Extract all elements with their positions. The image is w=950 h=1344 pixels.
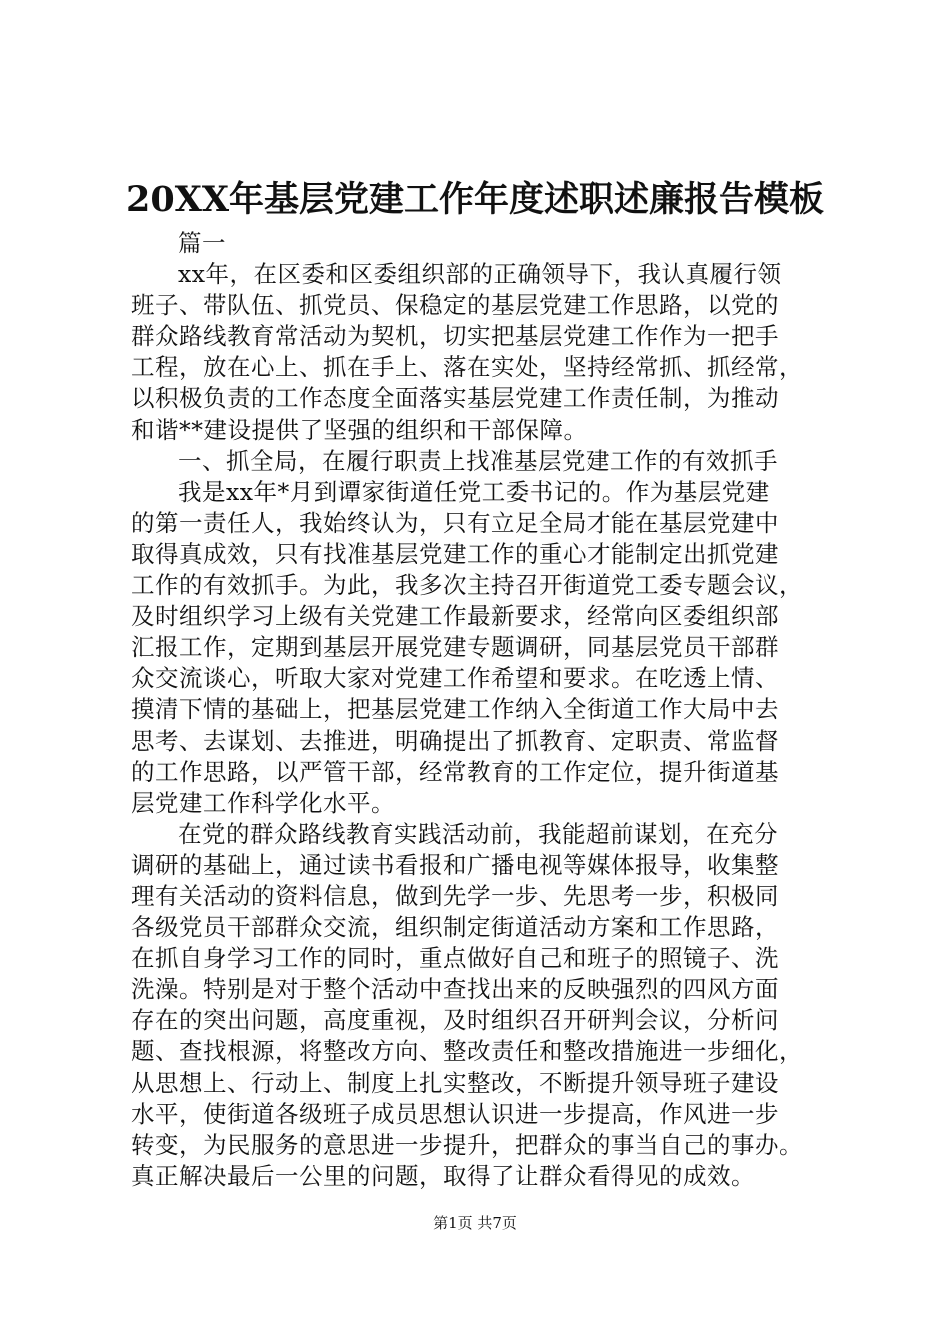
paragraph-line: 及时组织学习上级有关党建工作最新要求，经常向区委组织部: [131, 602, 779, 631]
paragraph-line: 工程，放在心上、抓在手上、落在实处，坚持经常抓、抓经常，: [131, 353, 803, 382]
paragraph-line: 层党建工作科学化水平。: [131, 788, 395, 817]
paragraph-line: 真正解决最后一公里的问题，取得了让群众看得见的成效。: [131, 1161, 755, 1190]
paragraph-line: 各级党员干部群众交流，组织制定街道活动方案和工作思路，: [131, 913, 779, 942]
paragraph-line: 在抓自身学习工作的同时，重点做好自己和班子的照镜子、洗: [131, 944, 779, 973]
paragraph-line: 汇报工作，定期到基层开展党建专题调研，同基层党员干部群: [131, 633, 779, 662]
paragraph-line: 众交流谈心，听取大家对党建工作希望和要求。在吃透上情、: [131, 664, 779, 693]
paragraph-line: 和谐**建设提供了坚强的组织和干部保障。: [131, 415, 588, 444]
paragraph-line: 取得真成效，只有找准基层党建工作的重心才能制定出抓党建: [131, 539, 779, 568]
paragraph-line: 从思想上、行动上、制度上扎实整改，不断提升领导班子建设: [131, 1068, 779, 1097]
paragraph-line: 调研的基础上，通过读书看报和广播电视等媒体报导，收集整: [131, 850, 779, 879]
paragraph-line: 以积极负责的工作态度全面落实基层党建工作责任制，为推动: [131, 384, 779, 413]
paragraph-line: xx年，在区委和区委组织部的正确领导下，我认真履行领: [178, 260, 782, 289]
paragraph-line: 转变，为民服务的意思进一步提升，把群众的事当自己的事办。: [131, 1130, 803, 1159]
paragraph-line: 洗澡。特别是对于整个活动中查找出来的反映强烈的四风方面: [131, 975, 779, 1004]
paragraph-line: 班子、带队伍、抓党员、保稳定的基层党建工作思路，以党的: [131, 291, 779, 320]
paragraph-line: 的第一责任人，我始终认为，只有立足全局才能在基层党建中: [131, 508, 779, 537]
document-title: 20XX年基层党建工作年度述职述廉报告模板: [125, 179, 825, 220]
paragraph-line: 存在的突出问题，高度重视，及时组织召开研判会议，分析问: [131, 1006, 779, 1035]
page-number-footer: 第1页 共7页: [433, 1214, 517, 1232]
paragraph-line: 工作的有效抓手。为此，我多次主持召开街道党工委专题会议，: [131, 571, 803, 600]
paragraph-line: 的工作思路，以严管干部，经常教育的工作定位，提升街道基: [131, 757, 779, 786]
paragraph-line: 题、查找根源，将整改方向、整改责任和整改措施进一步细化，: [131, 1037, 803, 1066]
paragraph-line: 群众路线教育常活动为契机，切实把基层党建工作作为一把手: [131, 322, 779, 351]
paragraph-line: 在党的群众路线教育实践活动前，我能超前谋划，在充分: [178, 819, 778, 848]
paragraph-line: 理有关活动的资料信息，做到先学一步、先思考一步，积极同: [131, 881, 779, 910]
document-body: [131, 228, 831, 1192]
section-heading: 一、抓全局，在履行职责上找准基层党建工作的有效抓手: [178, 446, 778, 475]
paragraph-line: 水平，使街道各级班子成员思想认识进一步提高，作风进一步: [131, 1099, 779, 1128]
paragraph-line: 我是xx年*月到谭家街道任党工委书记的。作为基层党建: [178, 477, 770, 506]
paragraph-line: 摸清下情的基础上，把基层党建工作纳入全街道工作大局中去: [131, 695, 779, 724]
section-label: 篇一: [178, 229, 226, 257]
paragraph-line: 思考、去谋划、去推进，明确提出了抓教育、定职责、常监督: [131, 726, 779, 755]
